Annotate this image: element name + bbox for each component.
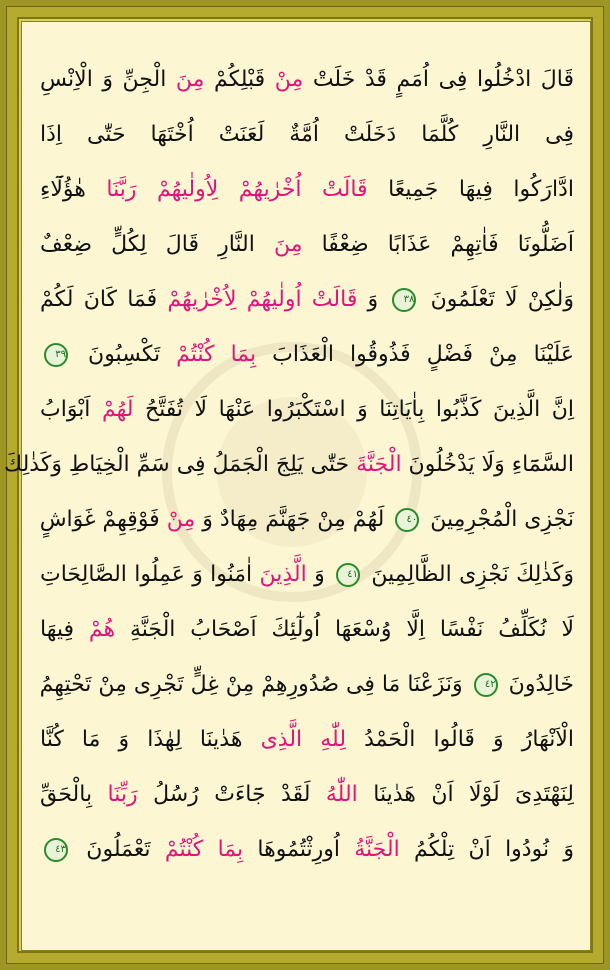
- verse-text: النَّارِ قَالَ لِكُلٍّ ضِعْفٌ: [40, 232, 274, 257]
- ayah-number-marker: ٤٢: [474, 673, 498, 697]
- page-frame: [6, 6, 604, 964]
- verse-text: وَ: [357, 287, 389, 312]
- verse-text: خَالِدُونَ: [501, 672, 574, 697]
- highlighted-word: مِنَ: [273, 232, 303, 257]
- highlighted-word: مِنَ: [175, 67, 205, 92]
- verse-text: بِالْحَقِّ: [40, 782, 108, 807]
- verse-text: وَلٰكِنْ لَا تَعْلَمُونَ: [420, 287, 574, 312]
- verse-line: [40, 52, 574, 107]
- verse-line: [40, 327, 574, 382]
- verse-line: [40, 767, 574, 822]
- verse-line: [40, 492, 574, 547]
- ayah-number-marker: ٣٩: [44, 343, 68, 367]
- verse-line: [40, 547, 574, 602]
- ayah-number-marker: ٤٠: [395, 508, 419, 532]
- verse-text: الْاَنْهَارُ وَ قَالُوا الْحَمْدُ: [346, 727, 574, 752]
- highlighted-word: الَّذِينَ: [259, 562, 307, 587]
- verse-text: السَّمَٓاءِ وَلَا يَدْخُلُونَ: [401, 452, 574, 477]
- verse-text: اَضَلُّونَا فَاٰتِهِمْ عَذَابًا ضِعْفًا: [302, 232, 574, 257]
- verse-text: تَعْمَلُونَ: [72, 837, 165, 862]
- verse-text: ادَّارَكُوا فِيهَا جَمِيعًا: [367, 177, 574, 202]
- highlighted-word: بِمَا كُنْتُمْ: [176, 342, 257, 367]
- verse-text: لَا نُكَلِّفُ نَفْسًا اِلَّا وُسْعَهَا اُولٰٓئِكَ اَصْحَابُ الْجَنَّةِ: [115, 617, 574, 642]
- verse-text: قَالَ ادْخُلُوا فِى اُمَمٍ قَدْ خَلَتْ: [303, 67, 575, 92]
- verse-text: اُورِثْتُمُوهَا: [243, 837, 355, 862]
- verse-line: [40, 712, 574, 767]
- verse-text: لَقَدْ جَٓاءَتْ رُسُلُ: [137, 782, 326, 807]
- verse-text: وَكَذٰلِكَ نَجْزِى الظَّالِمِينَ: [364, 562, 574, 587]
- highlighted-word: اللّٰهُ: [325, 782, 358, 807]
- verse-text: لَهُمْ مِنْ جَهَنَّمَ مِهَادٌ وَ: [195, 507, 392, 532]
- highlighted-word: لَهُمْ: [101, 397, 134, 422]
- highlighted-word: مِنْ: [274, 67, 304, 92]
- verse-text: هٰؤُلَٓاءِ: [40, 177, 107, 202]
- verse-text-area: [4, 52, 575, 877]
- highlighted-word: هُمْ: [88, 617, 116, 642]
- verse-text: حَتّٰى يَلِجَ الْجَمَلُ فِى سَمِّ الْخِيَاطِ وَكَذٰلِكَ: [4, 452, 357, 477]
- highlighted-word: رَبِّنَا: [107, 782, 138, 807]
- highlighted-word: قَالَتْ اُخْرٰيهُمْ لِاُولٰيهُمْ رَبَّنَا: [106, 177, 368, 202]
- verse-line: [40, 217, 574, 272]
- verse-text: نَجْزِى الْمُجْرِمِينَ: [423, 507, 574, 532]
- verse-text: فِيهَا: [40, 617, 89, 642]
- verse-text: وَ نُودُوا اَنْ تِلْكُمُ: [399, 837, 575, 862]
- verse-text: تَكْسِبُونَ: [72, 342, 177, 367]
- mushaf-page: [4, 21, 591, 951]
- verse-text: وَنَزَعْنَا مَا فِى صُدُورِهِمْ مِنْ غِلٍّ تَجْرِى مِنْ تَحْتِهِمُ: [39, 672, 470, 697]
- verse-text: وَ: [306, 562, 333, 587]
- ayah-number-marker: ٣٨: [392, 288, 416, 312]
- verse-text: قَبْلِكُمْ: [204, 67, 275, 92]
- verse-line: [40, 162, 574, 217]
- verse-line: [40, 602, 574, 657]
- verse-line: [40, 272, 574, 327]
- verse-text: اِنَّ الَّذِينَ كَذَّبُوا بِاٰيَاتِنَا وَ اسْتَكْبَرُوا عَنْهَا لَا تُفَتَّحُ: [133, 397, 574, 422]
- ayah-number-marker: ٤١: [336, 563, 360, 587]
- verse-line: [40, 382, 574, 437]
- verse-text: الْجِنِّ وَ الْاِنْسِ: [40, 67, 176, 92]
- verse-text: هَدٰينَا لِهٰذَا وَ مَا كُنَّا: [40, 727, 261, 752]
- verse-text: لِنَهْتَدِىَ لَوْلَا اَنْ هَدٰينَا: [357, 782, 574, 807]
- verse-text: عَلَيْنَا مِنْ فَضْلٍ فَذُوقُوا الْعَذَابَ: [256, 342, 574, 367]
- verse-line: [4, 437, 574, 492]
- highlighted-word: بِمَا كُنْتُمْ: [164, 837, 244, 862]
- highlighted-word: قَالَتْ اُولٰيهُمْ لِاُخْرٰيهُمْ: [167, 287, 358, 312]
- verse-text: اٰمَنُوا وَ عَمِلُوا الصَّالِحَاتِ: [40, 562, 260, 587]
- verse-text: فَمَا كَانَ لَكُمْ: [40, 287, 168, 312]
- verse-text: اَبْوَابُ: [40, 397, 102, 422]
- verse-text: فَوْقِهِمْ غَوَاشٍ: [39, 507, 167, 532]
- verse-text: فِى النَّارِ كُلَّمَا دَخَلَتْ اُمَّةٌ لَعَنَتْ اُخْتَهَا حَتّٰى اِذَا: [40, 122, 574, 147]
- ayah-number-marker: ٤٣: [44, 838, 68, 862]
- highlighted-word: الْجَنَّةَ: [356, 452, 402, 477]
- verse-line: [40, 107, 574, 162]
- verse-line: [40, 822, 574, 877]
- verse-line: [40, 657, 574, 712]
- highlighted-word: الْجَنَّةُ: [354, 837, 400, 862]
- highlighted-word: لِلّٰهِ الَّذِى: [260, 727, 347, 752]
- highlighted-word: مِنْ: [166, 507, 196, 532]
